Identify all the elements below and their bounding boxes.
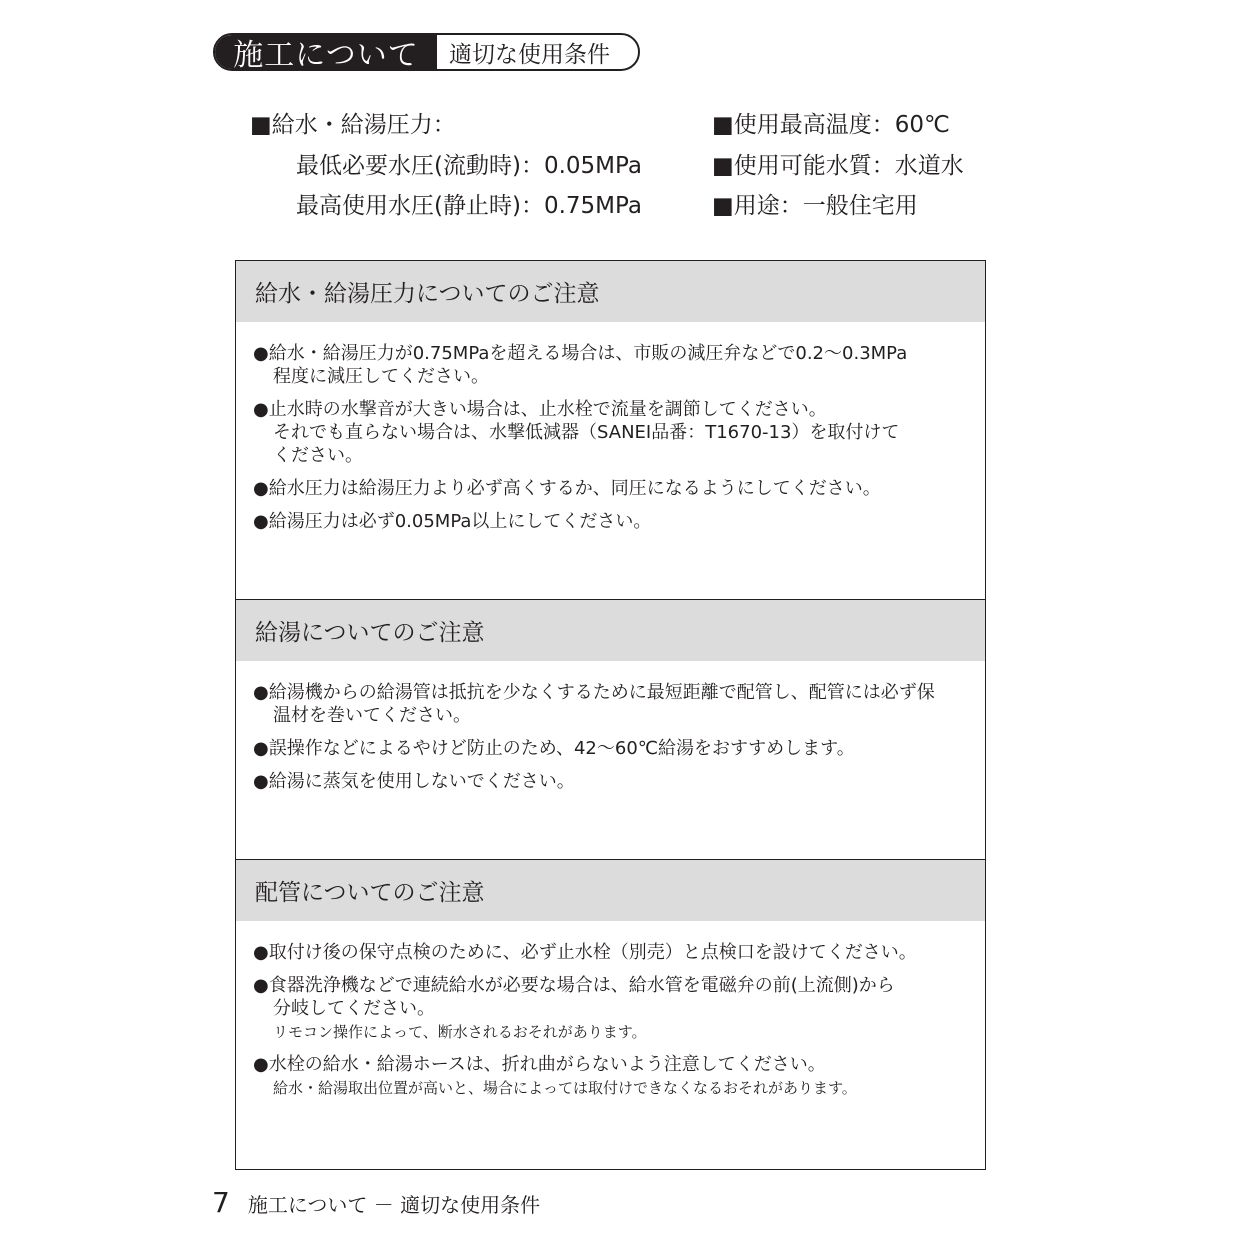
notice-line: 温材を巻いてください。 xyxy=(273,705,471,726)
footer-label: 施工について － 適切な使用条件 xyxy=(247,1193,541,1217)
notice-item xyxy=(253,1053,985,1099)
section-header-tab xyxy=(213,33,640,71)
notice-line: ください。 xyxy=(273,445,363,466)
spec-usage: ■用途：一般住宅用 xyxy=(712,193,918,219)
notice-item xyxy=(253,342,985,388)
header-subtitle: 適切な使用条件 xyxy=(449,41,610,68)
notice-line: それでも直らない場合は、水撃低減器（SANEI品番：T1670-13）を取付けて xyxy=(273,422,900,443)
notice-line: ●取付け後の保守点検のために、必ず止水栓（別売）と点検口を設けてください。 xyxy=(253,942,917,963)
spec-max-temp: ■使用最高温度：60℃ xyxy=(712,112,950,138)
notice-note: 給水・給湯取出位置が高いと、場合によっては取付けできなくなるおそれがあります。 xyxy=(273,1079,857,1097)
page-footer xyxy=(212,1186,540,1219)
page-number: 7 xyxy=(212,1186,230,1219)
notice-section-pressure xyxy=(236,261,985,599)
spec-min-pressure: 最低必要水圧(流動時)：0.05MPa xyxy=(296,153,642,179)
notice-item xyxy=(253,974,985,1043)
notice-item xyxy=(253,477,985,500)
notice-section-hot-water xyxy=(236,599,985,861)
notice-item xyxy=(253,941,985,964)
section-title: 給水・給湯圧力についてのご注意 xyxy=(236,261,985,322)
notice-line: ●食器洗浄機などで連続給水が必要な場合は、給水管を電磁弁の前(上流側)から xyxy=(253,975,895,996)
notice-item xyxy=(253,770,985,793)
notice-line: ●水栓の給水・給湯ホースは、折れ曲がらないよう注意してください。 xyxy=(253,1054,826,1075)
notice-line: ●給湯機からの給湯管は抵抗を少なくするために最短距離で配管し、配管には必ず保 xyxy=(253,682,935,703)
notice-item xyxy=(253,737,985,760)
header-main-title: 施工について xyxy=(215,35,437,69)
section-title: 給湯についてのご注意 xyxy=(236,600,985,661)
notice-line: ●給水圧力は給湯圧力より必ず高くするか、同圧になるようにしてください。 xyxy=(253,478,881,499)
notice-item xyxy=(253,398,985,467)
spec-max-pressure: 最高使用水圧(静止時)：0.75MPa xyxy=(296,193,642,219)
notice-line: ●止水時の水撃音が大きい場合は、止水栓で流量を調節してください。 xyxy=(253,399,827,420)
notice-line: ●給湯に蒸気を使用しないでください。 xyxy=(253,771,575,792)
notice-item xyxy=(253,510,985,533)
notice-line: ●誤操作などによるやけど防止のため、42〜60℃給湯をおすすめします。 xyxy=(253,738,855,759)
notice-box xyxy=(235,260,986,1170)
notice-item xyxy=(253,681,985,727)
notice-line: 程度に減圧してください。 xyxy=(273,366,489,387)
notice-line: 分岐してください。 xyxy=(273,998,435,1019)
spec-pressure-title: ■給水・給湯圧力： xyxy=(250,112,456,138)
notice-line: ●給湯圧力は必ず0.05MPa以上にしてください。 xyxy=(253,511,652,532)
notice-line: ●給水・給湯圧力が0.75MPaを超える場合は、市販の減圧弁などで0.2〜0.3MPa xyxy=(253,343,908,364)
spec-water-quality: ■使用可能水質：水道水 xyxy=(712,153,964,179)
notice-section-piping xyxy=(236,859,985,1170)
notice-note: リモコン操作によって、断水されるおそれがあります。 xyxy=(273,1023,647,1041)
section-title: 配管についてのご注意 xyxy=(236,860,985,921)
